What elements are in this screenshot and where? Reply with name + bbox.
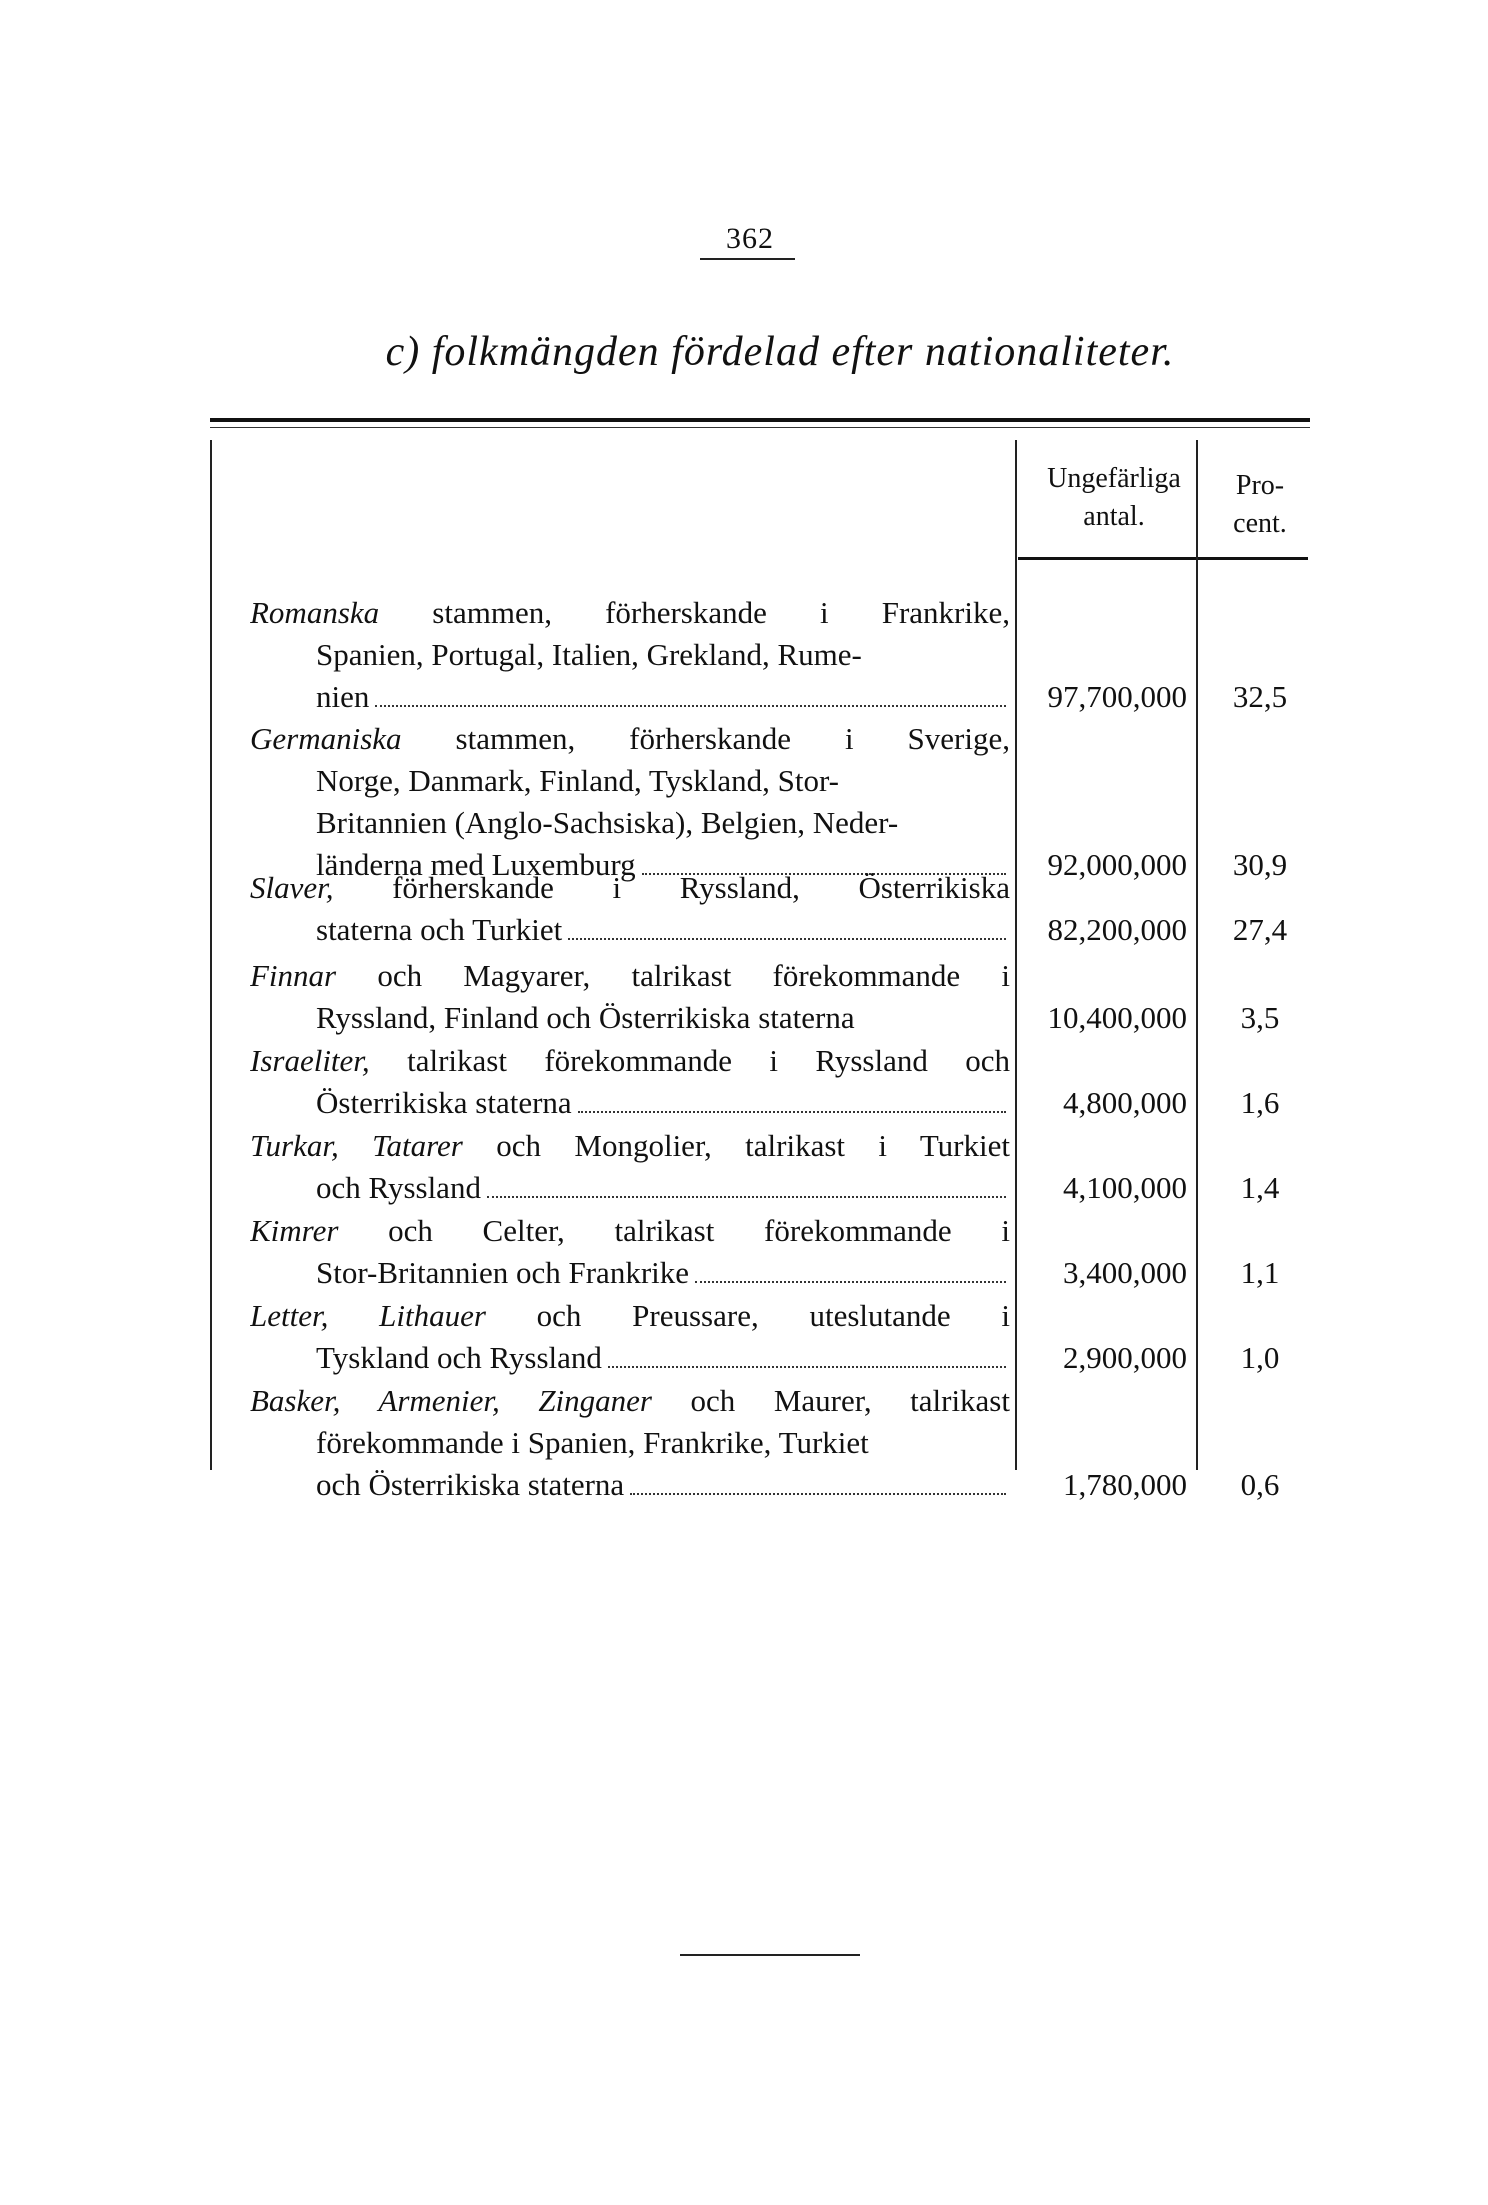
column-divider-2 (1196, 440, 1198, 1470)
table-row (250, 592, 1010, 718)
row-text: och Ryssland (316, 1170, 481, 1205)
row-lead: Finnar (250, 958, 337, 993)
row-line: Spanien, Portugal, Italien, Grekland, Rume- (316, 637, 862, 672)
table-row (250, 1040, 1010, 1124)
cell-antal: 10,400,000 (1047, 1000, 1187, 1035)
dot-leader (568, 937, 1006, 940)
row-text: länderna med Luxemburg (316, 847, 636, 882)
cell-procent: 1,4 (1240, 1170, 1280, 1205)
table-row (250, 718, 1010, 886)
page-number: 362 (726, 222, 774, 255)
row-text: och Preussare, uteslutande i (536, 1298, 1010, 1333)
row-text: stammen, förherskande i Frankrike, (432, 595, 1010, 630)
row-text: Österrikiska staterna (316, 1085, 572, 1120)
row-text: talrikast förekommande i Ryssland och (407, 1043, 1010, 1078)
row-line (250, 1380, 1010, 1422)
row-lead: Letter, Lithauer (250, 1298, 486, 1333)
table-row (250, 1210, 1010, 1294)
row-text: staterna och Turkiet (316, 912, 563, 947)
dot-leader (375, 704, 1006, 707)
row-lead: Turkar, Tatarer (250, 1128, 463, 1163)
header-bottom-rule (1018, 557, 1308, 560)
row-lead: Slaver, (250, 870, 334, 905)
row-text: Tyskland och Ryssland (316, 1340, 602, 1375)
row-text: nien (316, 679, 370, 714)
cell-antal: 82,200,000 (1047, 912, 1187, 947)
cell-procent: 1,1 (1240, 1255, 1280, 1290)
cell-antal: 3,400,000 (1063, 1255, 1187, 1290)
row-line (250, 1252, 1010, 1294)
cell-antal: 4,100,000 (1063, 1170, 1187, 1205)
cell-antal: 2,900,000 (1063, 1340, 1187, 1375)
row-lead: Romanska (250, 595, 380, 630)
row-line (250, 1295, 1010, 1337)
table-top-rule-thick (210, 418, 1310, 422)
cell-procent: 30,9 (1232, 847, 1288, 882)
row-line (250, 718, 1010, 760)
row-lead: Germaniska (250, 721, 402, 756)
row-line: Norge, Danmark, Finland, Tyskland, Stor- (316, 763, 840, 798)
table-row (250, 955, 1010, 1039)
page-number-underline (700, 258, 795, 260)
row-line (250, 867, 1010, 909)
row-line (250, 1337, 1010, 1379)
dot-leader (487, 1195, 1006, 1198)
row-line (250, 1125, 1010, 1167)
row-text: och Österrikiska staterna (316, 1467, 625, 1502)
row-lead: Kimrer (250, 1213, 339, 1248)
row-text: och Celter, talrikast förekommande i (388, 1213, 1010, 1248)
table-left-border (210, 440, 212, 1470)
row-line: Britannien (Anglo-Sachsiska), Belgien, Neder- (316, 805, 899, 840)
column-divider-1 (1015, 440, 1017, 1470)
row-text: Stor-Britannien och Frankrike (316, 1255, 690, 1290)
row-line: förekommande i Spanien, Frankrike, Turkiet (316, 1425, 869, 1460)
header-procent-line-1: Pro- (1235, 470, 1285, 501)
table-row (250, 1295, 1010, 1379)
cell-procent: 1,6 (1240, 1085, 1280, 1120)
cell-antal: 4,800,000 (1063, 1085, 1187, 1120)
dot-leader (630, 1492, 1006, 1495)
header-antal (1025, 460, 1203, 536)
table-row (250, 1380, 1010, 1506)
table-row (250, 1125, 1010, 1209)
closing-rule (680, 1954, 860, 1956)
row-line (250, 1082, 1010, 1124)
row-line: Ryssland, Finland och Österrikiska staterna (316, 1000, 855, 1035)
cell-procent: 1,0 (1240, 1340, 1280, 1375)
row-line (250, 909, 1010, 951)
header-procent (1215, 467, 1305, 543)
cell-procent: 0,6 (1240, 1467, 1280, 1502)
table-top-rule-thin (210, 427, 1310, 428)
row-line (250, 1210, 1010, 1252)
table-row (250, 867, 1010, 951)
row-line (250, 1464, 1010, 1506)
row-text: och Magyarer, talrikast förekommande i (377, 958, 1010, 993)
header-antal-line-2: antal. (1083, 501, 1145, 532)
dot-leader (695, 1280, 1006, 1283)
cell-procent: 27,4 (1232, 912, 1288, 947)
header-procent-line-2: cent. (1233, 508, 1287, 539)
row-line (250, 955, 1010, 997)
row-text: förherskande i Ryssland, Österrikiska (392, 870, 1010, 905)
header-antal-line-1: Ungefärliga (1047, 463, 1181, 494)
cell-procent: 32,5 (1232, 679, 1288, 714)
section-title: c) folkmängden fördelad efter nationaliteter. (385, 329, 1175, 375)
row-lead: Israeliter, (250, 1043, 370, 1078)
cell-antal: 1,780,000 (1063, 1467, 1187, 1502)
row-text: och Maurer, talrikast (690, 1383, 1010, 1418)
row-line (250, 1040, 1010, 1082)
cell-procent: 3,5 (1240, 1000, 1280, 1035)
dot-leader (578, 1110, 1006, 1113)
row-text: och Mongolier, talrikast i Turkiet (496, 1128, 1010, 1163)
dot-leader (608, 1365, 1006, 1368)
row-lead: Basker, Armenier, Zinganer (250, 1383, 652, 1418)
row-line (250, 676, 1010, 718)
cell-antal: 97,700,000 (1047, 679, 1187, 714)
row-line (250, 1167, 1010, 1209)
row-text: stammen, förherskande i Sverige, (455, 721, 1010, 756)
row-line (250, 592, 1010, 634)
cell-antal: 92,000,000 (1047, 847, 1187, 882)
